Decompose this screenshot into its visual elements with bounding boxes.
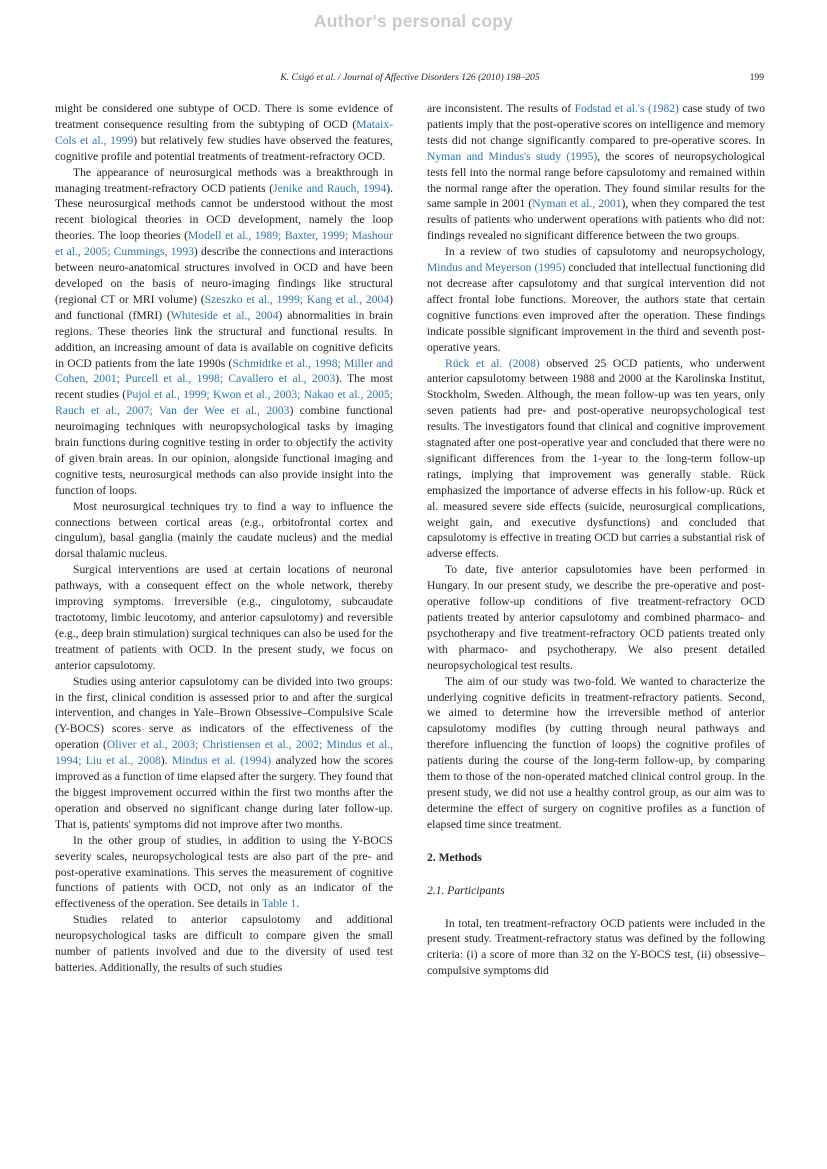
paragraph	[55, 499, 393, 563]
text-run: .	[296, 897, 300, 911]
citation-link[interactable]: Nyman et al., 2001	[532, 197, 622, 211]
paragraph	[55, 165, 393, 499]
subsection-heading: 2.1. Participants	[427, 883, 505, 897]
paragraph	[427, 101, 765, 244]
text-run: ).	[160, 754, 172, 768]
text-run: case study of two patients imply that the post-operative scores on intelligence and memory tests did not change significantly compared to pre-operative scores. In	[427, 102, 765, 147]
text-run: ), when they compared the test results of patients who underwent operations with patients who did not: findings revealed no significant difference between the two groups.	[427, 197, 766, 243]
paragraph	[55, 833, 393, 913]
right-column	[427, 101, 765, 979]
text-run: ) describe the connections and interactions between neuro-anatomical structures involved in OCD and have been developed on the basis of neuro-imaging findings like structural (regional CT or MRI volume) (	[55, 245, 394, 306]
text-run: ) and functional (fMRI) (	[55, 292, 393, 322]
citation-link[interactable]: Pujol et al., 1999; Kwon et al., 2003; Nakao et al., 2005; Rauch et al., 2007; Van der Wee et al., 2003	[55, 388, 393, 418]
text-run: Surgical interventions are used at certain locations of neuronal pathways, with a consequent effect on the whole network, thereby improving symptoms. Irreversible (e.g., cingulotomy, subcaudate tractotomy, limbic leucotomy, and anterior capsulotomy) and reversible (e.g., deep brain stimulation) surgical techniques can also be used for the treatment of patients with OCD. In the present study, we focus on anterior capsulotomy.	[55, 563, 393, 672]
left-column	[55, 101, 393, 976]
paragraph	[55, 562, 393, 673]
paragraph	[55, 912, 393, 976]
text-run: In a review of two studies of capsulotomy and neuropsychology,	[445, 245, 765, 259]
citation-link[interactable]: Mataix-Cols et al., 1999	[55, 117, 393, 147]
citation-link[interactable]: Nyman and Mindus's study (1995)	[427, 149, 598, 163]
text-run: ) abnormalities in brain regions. These theories link the structural and functional results. In addition, an increasing amount of data is available on cognitive deficits in OCD patients from the late 1990s (	[55, 308, 393, 370]
text-run: ). The most recent studies (	[55, 372, 394, 402]
text-run: ). These neurosurgical methods cannot be understood without the most recent biological theories in OCD development, namely the loop theories. The loop theories (	[55, 181, 394, 243]
text-run: analyzed how the scores improved as a function of time elapsed after the surgery. They found that the biggest improvement occurred within the first two months after the operation and observed no significant change during later follow-up. That is, patients' symptoms did not improve after two months.	[55, 754, 393, 831]
citation-link[interactable]: Modell et al., 1989; Baxter, 1999; Mashour et al., 2005; Cummings, 1993	[55, 229, 393, 259]
text-run: The appearance of neurosurgical methods was a breakthrough in managing treatment-refractory OCD patients (	[55, 165, 393, 195]
watermark: Author's personal copy	[313, 11, 514, 31]
citation-link[interactable]: Szeszko et al., 1999; Kang et al., 2004	[204, 292, 390, 306]
paragraph	[427, 674, 765, 833]
text-run: In total, ten treatment-refractory OCD patients were included in the present study. Treatment-refractory status was defined by the following criteria: (i) a score of more than 32 on the Y-BOCS test, (ii) obsessive–compulsive symptoms did	[427, 916, 765, 978]
paragraph	[427, 916, 765, 980]
citation-link[interactable]: Jenike and Rauch, 1994	[273, 181, 387, 195]
paragraph	[427, 244, 765, 355]
text-run: In the other group of studies, in addition to using the Y-BOCS severity scales, neuropsychological tests are also part of the pre- and post-operative examinations. This serves the measurement of cognitive functions of patients with OCD, not only as an indicator of the effectiveness of the operation. See details in	[55, 833, 393, 911]
text-run: Studies related to anterior capsulotomy and additional neuropsychological tasks are difficult to compare given the small number of patients involved and due to the diversity of used test batteries. Additionally, the results of such studies	[55, 913, 393, 974]
citation-link[interactable]: Oliver et al., 2003; Christiensen et al., 2002; Mindus et al., 1994; Liu et al., 2008	[55, 738, 393, 768]
page-number: 199	[749, 72, 764, 83]
text-run: ) combine functional neuroimaging techniques with neuropsychological tasks by imaging brain functions during cognitive testing in order to objectify the activity of given brain areas. In our opinion, alongside functional imaging and cognitive tests, neurosurgical methods can also provide insight into the function of loops.	[55, 404, 393, 497]
text-run: are inconsistent. The results of	[427, 102, 575, 115]
citation-link[interactable]: Whiteside et al., 2004	[170, 308, 279, 322]
citation-link[interactable]: Mindus et al. (1994)	[171, 754, 272, 768]
journal-citation: K. Csigó et al. / Journal of Affective Disorders 126 (2010) 198–205	[280, 72, 540, 83]
citation-link[interactable]: Schmidtke et al., 1998; Miller and Cohen, 2001; Purcell et al., 1998; Cavallero et al., 2003	[55, 356, 393, 386]
text-run: To date, five anterior capsulotomies have been performed in Hungary. In our present study, we describe the pre-operative and post-operative follow-up conditions of five treatment-refractory OCD patients treated by anterior capsulotomy and combined pharmaco- and psychotherapy and five treatment-refractory OCD patients treated only with pharmaco- and psychotherapy. We also present detailed neuropsychological test results.	[427, 563, 765, 672]
running-header	[56, 72, 764, 86]
text-run: The aim of our study was two-fold. We wanted to characterize the underlying cognitive deficits in treatment-refractory patients. Second, we aimed to determine how the irreversible method of anterior capsulotomy modifies (by cutting through neural pathways and therefore influencing the function of loops) the cognitive profiles of patients during the course of the long-term follow-up, by comparing them to those of the non-operated matched clinical control group. In the present study, we did not use a healthy control group, as our aim was to determine the effect of surgery on cognitive profiles as a function of elapsed time since treatment.	[427, 674, 765, 831]
section-heading: 2. Methods	[427, 850, 482, 864]
paragraph	[55, 101, 393, 165]
text-run: concluded that intellectual functioning did not decrease after capsulotomy and that surgical intervention did not affect frontal lobe functions. Moreover, the authors state that certain cognitive functions even improved after the operation. These findings indicate possible significant improvement in the third and seventh post-operative years.	[427, 261, 766, 354]
text-run: Studies using anterior capsulotomy can be divided into two groups: in the first, clinical condition is assessed prior to and after the surgical intervention, and changes in Yale–Brown Obsessive–Compulsive Scale (Y-BOCS) scores serve as indicators of the effectiveness of the operation (	[55, 674, 393, 752]
citation-link[interactable]: Fodstad et al.'s (1982)	[574, 102, 679, 115]
text-run: Most neurosurgical techniques try to find a way to influence the connections between cortical areas (e.g., orbitofrontal cortex and cingulum), basal ganglia (mainly the caudate nucleus) and the medial dorsal thalamic nucleus.	[55, 499, 393, 561]
text-run: observed 25 OCD patients, who underwent anterior capsulotomy between 1988 and 2000 at the Karolinska Institut, Stockholm, Sweden. Although, the mean follow-up was ten years, only seven patients had pre- and post-operative neuropsychological test results. The investigators found that clinical and cognitive improvement stagnated after one post-operative year and concluded that there were no significant differences from the 1-year to the long-term follow-up ratings, implying that improvement was generally stable. Rück emphasized the importance of adverse effects in his follow-up. Rück et al. measured severe side effects (suicide, neurosurgical complications, weight gain, and executive dysfunctions) and concluded that capsulotomy is effective in treating OCD but carries a substantial risk of adverse effects.	[427, 356, 765, 561]
citation-link[interactable]: Table 1	[261, 897, 297, 911]
paragraph	[427, 562, 765, 673]
citation-link[interactable]: Rück et al. (2008)	[445, 356, 540, 370]
text-run: might be considered one subtype of OCD. There is some evidence of treatment consequence resulting from the subtyping of OCD (	[55, 102, 393, 131]
text-run: , the scores of neuropsychological tests fell into the normal range before capsulotomy and remained within the normal range after the operation. They found similar results for the same sample in 2001 (	[427, 149, 766, 211]
paragraph	[55, 674, 393, 833]
text-run: ) but relatively few studies have observed the features, cognitive profile and potential treatments of treatment-refractory OCD.	[55, 133, 393, 163]
paragraph	[427, 356, 765, 563]
citation-link[interactable]: Mindus and Meyerson (1995)	[427, 261, 566, 275]
